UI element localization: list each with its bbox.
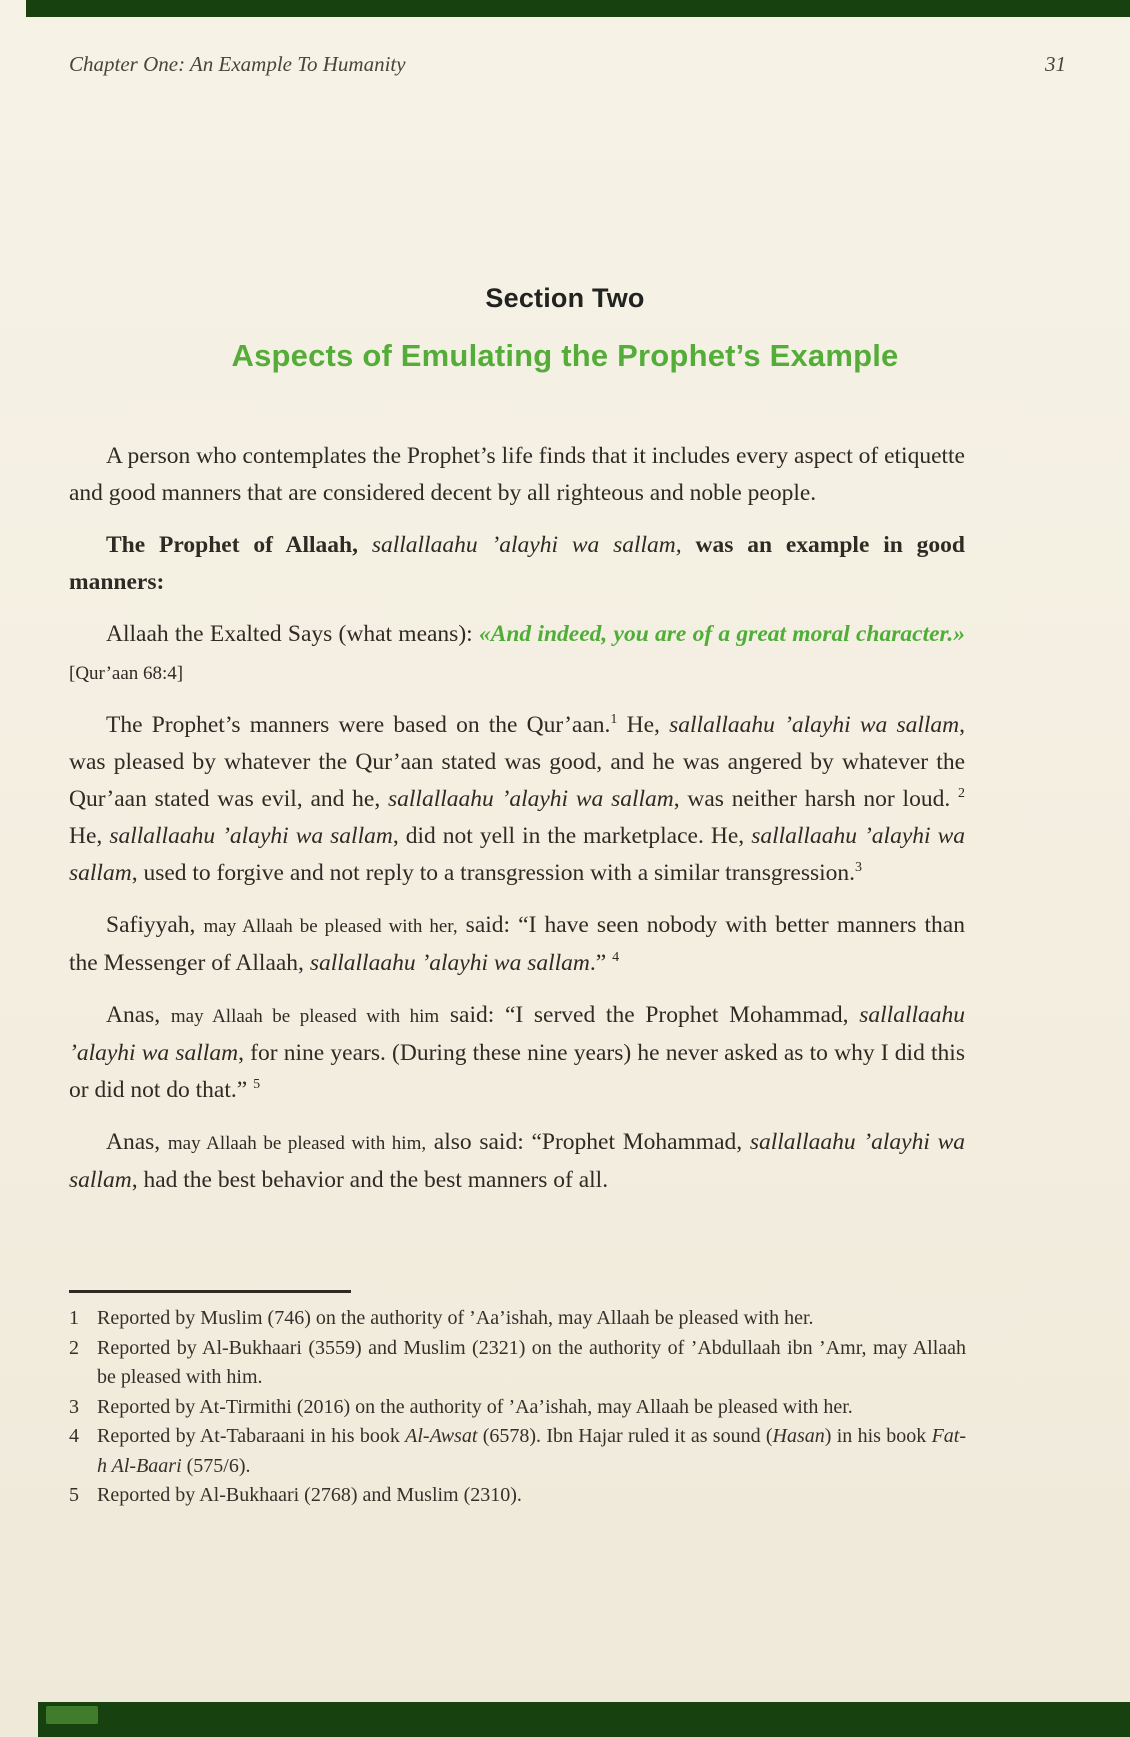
- paragraph: [69, 997, 965, 1109]
- text-segment: 1: [610, 712, 618, 728]
- body-paragraphs: [69, 438, 965, 1214]
- text-segment: sallallaahu ’alayhi wa sallam: [669, 712, 960, 738]
- footnote-text: [97, 1304, 966, 1334]
- paragraph: [69, 438, 965, 512]
- text-segment: Reported by Al-Bukhaari (3559) and Muslim (2321) on the authority of ’Abdullaah ibn ’Amr, may Allaah be pleased with him.: [97, 1336, 966, 1388]
- text-segment: 3: [855, 860, 863, 876]
- text-segment: also said: “Prophet Mohammad,: [426, 1129, 750, 1155]
- text-segment: , for nine years. (During these nine years) he never asked as to why I did this or did not do that.”: [69, 1040, 965, 1103]
- text-segment: , had the best behavior and the best manners of all.: [131, 1167, 609, 1193]
- section-heading: [0, 283, 1130, 374]
- text-segment: (575/6).: [181, 1454, 251, 1477]
- text-segment: Fat-h Al-Baari: [97, 1425, 966, 1477]
- paragraph: [69, 707, 965, 892]
- footnote-item: [69, 1393, 966, 1423]
- text-segment: may Allaah be pleased with her,: [203, 916, 458, 937]
- page-bottom-band: [38, 1702, 1130, 1737]
- text-segment: sallallaahu ’alayhi wa sallam: [387, 786, 674, 812]
- text-segment: ) in his book: [824, 1425, 932, 1447]
- footnote-number: 2: [69, 1336, 79, 1359]
- footnote-item: [69, 1422, 966, 1481]
- text-segment: Reported by Muslim (746) on the authority of ’Aa’ishah, may Allaah be pleased with her.: [97, 1307, 814, 1329]
- text-segment: Anas,: [106, 1002, 171, 1028]
- paragraph: [69, 907, 965, 982]
- text-segment: Safiyyah,: [106, 912, 204, 938]
- footnotes-block: [69, 1290, 966, 1511]
- text-segment: .”: [589, 950, 613, 976]
- text-segment: sallallaahu ’alayhi wa sallam: [309, 950, 590, 976]
- footnote-text: [97, 1422, 966, 1481]
- text-segment: sallallaahu ’alayhi wa sallam: [69, 1002, 965, 1066]
- text-segment: Reported by Al-Bukhaari (2768) and Muslim (2310).: [97, 1484, 522, 1506]
- text-segment: sallallaahu ’alayhi wa sallam: [69, 1129, 966, 1193]
- text-segment: Reported by At-Tirmithi (2016) on the authority of ’Aa’ishah, may Allaah be pleased with her.: [97, 1395, 853, 1418]
- text-segment: may Allaah be pleased with him,: [167, 1133, 427, 1154]
- text-segment: Hasan: [772, 1425, 825, 1447]
- text-segment: «And indeed, you are of a great moral character.»: [478, 621, 966, 647]
- text-segment: 4: [612, 950, 620, 966]
- text-segment: , was neither harsh nor loud.: [673, 786, 958, 812]
- running-header-chapter: Chapter One: An Example To Humanity: [69, 52, 406, 76]
- footnote-item: [69, 1304, 966, 1334]
- footnote-number: 4: [69, 1425, 79, 1447]
- section-kicker: Section Two: [485, 283, 645, 313]
- text-segment: sallallaahu ’alayhi wa sallam: [69, 823, 965, 886]
- footnote-text: [97, 1481, 966, 1511]
- text-segment: Anas,: [106, 1129, 168, 1155]
- text-segment: , used to forgive and not reply to a transgression with a similar transgression.: [131, 860, 856, 886]
- paragraph: [69, 527, 965, 601]
- text-segment: The Prophet of Allaah,: [106, 532, 372, 558]
- page-bottom-band-accent: [46, 1706, 98, 1724]
- text-segment: He,: [69, 823, 110, 849]
- page-top-band: [26, 0, 1130, 17]
- text-segment: [Qur’aan 68:4]: [69, 663, 184, 684]
- text-segment: sallallaahu ’alayhi wa sallam: [109, 823, 393, 849]
- text-segment: , did not yell in the marketplace. He,: [392, 823, 752, 849]
- section-title: Aspects of Emulating the Prophet’s Example: [231, 338, 899, 373]
- footnote-number: 1: [69, 1307, 79, 1329]
- text-segment: Allaah the Exalted Says (what means):: [106, 621, 479, 647]
- text-segment: 5: [253, 1077, 261, 1093]
- footnote-item: [69, 1481, 966, 1511]
- text-segment: Al-Awsat: [405, 1425, 478, 1447]
- running-header: [69, 52, 1066, 77]
- paragraph: [69, 616, 965, 692]
- paragraph: [69, 1124, 965, 1199]
- footnote-number: 5: [69, 1484, 79, 1506]
- text-segment: (6578). Ibn Hajar ruled it as sound (: [477, 1425, 773, 1447]
- text-segment: was an example in good manners:: [69, 532, 965, 595]
- text-segment: said: “I have seen nobody with better manners than the Messenger of Allaah,: [69, 912, 965, 976]
- text-segment: The Prophet’s manners were based on the Qur’aan.: [106, 712, 611, 738]
- footnote-number: 3: [69, 1395, 79, 1418]
- text-segment: may Allaah be pleased with him: [170, 1006, 440, 1027]
- footnote-list: [69, 1304, 966, 1511]
- text-segment: sallallaahu ’alayhi wa sallam,: [371, 532, 682, 558]
- page-number: 31: [1045, 52, 1066, 76]
- footnote-divider: [69, 1290, 351, 1293]
- text-segment: A person who contemplates the Prophet’s life finds that it includes every aspect of etiquette and good manners that are considered decent by all righteous and noble people.: [69, 443, 965, 506]
- text-segment: He,: [617, 712, 670, 738]
- text-segment: said: “I served the Prophet Mohammad,: [439, 1002, 860, 1028]
- text-segment: , was pleased by whatever the Qur’aan stated was good, and he was angered by whatever the Qur’aan stated was evil, and he,: [69, 712, 966, 812]
- text-segment: Reported by At-Tabaraani in his book: [97, 1425, 406, 1447]
- footnote-text: [97, 1393, 966, 1423]
- text-segment: 2: [957, 786, 965, 802]
- footnote-item: [69, 1334, 966, 1393]
- footnote-text: [97, 1334, 966, 1393]
